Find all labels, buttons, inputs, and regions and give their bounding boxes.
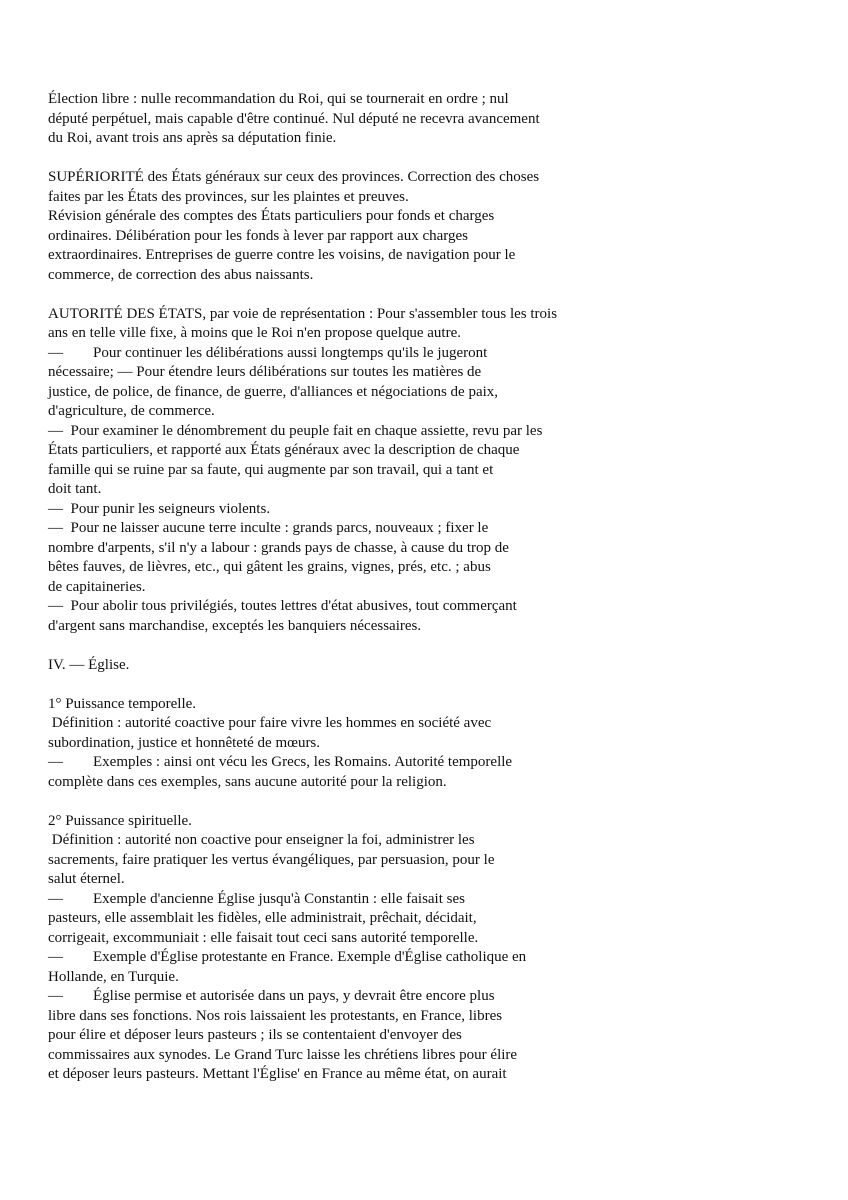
text-line: et déposer leurs pasteurs. Mettant l'Église' en France au même état, on aurait — [48, 1066, 507, 1082]
text-line: — Pour punir les seigneurs violents. — [48, 500, 271, 517]
text-line: bêtes fauves, de lièvres, etc., qui gâtent les grains, vignes, prés, etc. ; abus — [48, 559, 491, 575]
text-line: nécessaire; — Pour étendre leurs délibérations sur toutes les matières de — [48, 364, 482, 380]
paragraph-gap — [48, 149, 648, 169]
text-line: — Exemple d'ancienne Église jusqu'à Constantin : elle faisait ses — [48, 890, 465, 907]
text-line: — Pour ne laisser aucune terre inculte : grands parcs, nouveaux ; fixer le — [48, 520, 489, 536]
text-line: sacrements, faire pratiquer les vertus évangéliques, par persuasion, pour le — [48, 851, 495, 868]
paragraph-gap — [48, 675, 648, 695]
text-line: pour élire et déposer leurs pasteurs ; ils se contentaient d'envoyer des — [48, 1027, 462, 1043]
text-line: Hollande, en Turquie. — [48, 968, 179, 985]
paragraph — [48, 305, 648, 637]
text-line: 1° Puissance temporelle. — [48, 695, 197, 712]
text-line: libre dans ses fonctions. Nos rois laissaient les protestants, en France, libres — [48, 1007, 503, 1024]
text-line: — Exemples : ainsi ont vécu les Grecs, les Romains. Autorité temporelle — [48, 754, 513, 770]
paragraph-gap — [48, 792, 648, 812]
paragraph — [48, 695, 648, 793]
text-line: complète dans ces exemples, sans aucune autorité pour la religion. — [48, 773, 447, 790]
text-line: Définition : autorité coactive pour faire vivre les hommes en société avec — [48, 715, 492, 731]
document-body — [48, 90, 648, 1085]
text-line: nombre d'arpents, s'il n'y a labour : grands pays de chasse, à cause du trop de — [48, 539, 509, 556]
text-line: commissaires aux synodes. Le Grand Turc laisse les chrétiens libres pour élire — [48, 1046, 518, 1063]
text-line: États particuliers, et rapporté aux États généraux avec la description de chaque — [48, 442, 520, 458]
text-line: SUPÉRIORITÉ des États généraux sur ceux des provinces. Correction des choses — [48, 169, 540, 185]
text-line: de capitaineries. — [48, 578, 146, 595]
text-line: d'agriculture, de commerce. — [48, 403, 215, 419]
text-line: — Église permise et autorisée dans un pays, y devrait être encore plus — [48, 988, 495, 1004]
paragraph-gap — [48, 636, 648, 656]
text-line: extraordinaires. Entreprises de guerre contre les voisins, de navigation pour le — [48, 247, 516, 263]
text-line: Définition : autorité non coactive pour enseigner la foi, administrer les — [48, 832, 475, 848]
text-line: — Pour examiner le dénombrement du peuple fait en chaque assiette, revu par les — [48, 422, 543, 439]
paragraph — [48, 90, 648, 149]
paragraph — [48, 812, 648, 1085]
text-line: justice, de police, de finance, de guerre, d'alliances et négociations de paix, — [48, 383, 499, 400]
text-line: commerce, de correction des abus naissants. — [48, 266, 314, 283]
text-line: faites par les États des provinces, sur les plaintes et preuves. — [48, 188, 409, 205]
text-line: — Pour continuer les délibérations aussi longtemps qu'ils le jugeront — [48, 344, 488, 361]
text-line: famille qui se ruine par sa faute, qui augmente par son travail, qui a tant et — [48, 461, 494, 478]
text-line: corrigeait, excommuniait : elle faisait tout ceci sans autorité temporelle. — [48, 929, 479, 946]
paragraph — [48, 656, 648, 676]
text-line: 2° Puissance spirituelle. — [48, 812, 192, 829]
text-line: AUTORITÉ DES ÉTATS, par voie de représentation : Pour s'assembler tous les trois — [48, 305, 558, 322]
text-line: ordinaires. Délibération pour les fonds à lever par rapport aux charges — [48, 227, 468, 244]
text-line: pasteurs, elle assemblait les fidèles, elle administrait, prêchait, décidait, — [48, 910, 477, 926]
paragraph — [48, 168, 648, 285]
text-line: salut éternel. — [48, 871, 125, 887]
text-line: député perpétuel, mais capable d'être continué. Nul député ne recevra avancement — [48, 110, 540, 127]
text-line: Révision générale des comptes des États particuliers pour fonds et charges — [48, 208, 495, 224]
text-line: Élection libre : nulle recommandation du Roi, qui se tournerait en ordre ; nul — [48, 91, 509, 107]
text-line: d'argent sans marchandise, exceptés les banquiers nécessaires. — [48, 617, 422, 634]
text-line: — Pour abolir tous privilégiés, toutes lettres d'état abusives, tout commerçant — [48, 598, 517, 614]
text-line: IV. — Église. — [48, 656, 130, 673]
text-line: doit tant. — [48, 481, 102, 497]
text-line: du Roi, avant trois ans après sa députation finie. — [48, 130, 337, 146]
text-line: — Exemple d'Église protestante en France. Exemple d'Église catholique en — [48, 949, 527, 965]
text-line: subordination, justice et honnêteté de mœurs. — [48, 734, 321, 751]
text-line: ans en telle ville fixe, à moins que le Roi n'en propose quelque autre. — [48, 325, 461, 341]
paragraph-gap — [48, 285, 648, 305]
